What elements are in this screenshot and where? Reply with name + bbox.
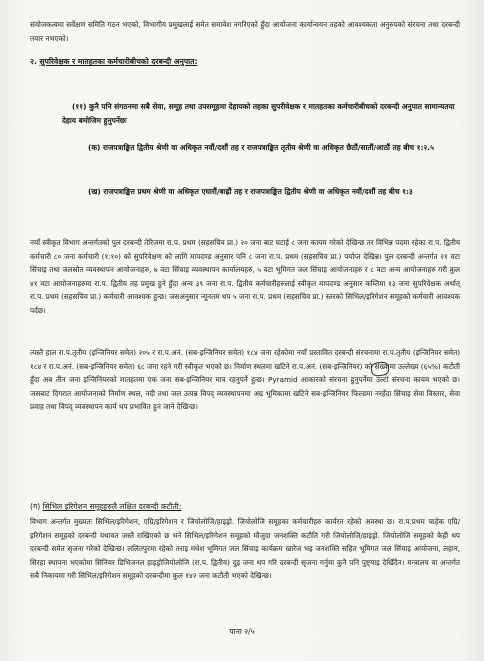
section-2-title: सुपरिवेक्षक र मातहतका कर्मचारीबीचको दरबन्दी अनुपात: <box>39 57 198 66</box>
page-number: पाना २/५ <box>229 627 255 636</box>
section-ga-paragraph: विभाग अन्तर्गत मुख्यतः सिभिल/इरिगेशन, एग्रि/इरिगेशन र जियोलोजि/हाइड्रो. जियोलोजि समूहका कर्मचारीहरु कार्यरत रहेको अवस्था छ। रा.प.प्रथम चाहेक एग्रि/इरिगेशन समूहको दरबन्दी यथावत जस्तै राखिएको छ भने सिभिल/इरिगेशन समूहको मौजुदा जनशक्ति कटौति गरी जियोलोजि/हाइड्रो. जियोलोजि समूहको केही थप दरबन्दी समेत सृजना गरेको देखिन्छ। ललितपुरमा रहेको तराइ मधेश भूमिगत जल सिंचाइ कार्यक्रम खारेज भइ जनशक्ति सहित भूमिगत जल सिंचाइ आयोजना, लहान, सिरहा स्थापना भएकोमा सिनियर डिभिजनल हाइड्रोजियोलोजि (रा.प. द्वितीय) दुइ जना थप गरि दरबन्दी सृजना गर्नुमा कुनै पनि पुष्ट्याइ देखिँदैन। मन्त्रालय वा अन्तर्गत सबै निकायमा गरी सिभिल/इरिगेशन समूहको दरबन्दीमा कुल १४२ जना कटौती भएको देखिन्छ। <box>30 517 460 580</box>
section-ga-title: सिभिल इरिगेशन समूहहरुलै लक्षित दरबन्दी कटौती: <box>42 502 182 511</box>
section-2-number: २. <box>30 57 37 66</box>
clause-kha: (ख) राजपत्राङ्कित प्रथम श्रेणी वा अधिकृत एघारौं/बाह्रौं तह र राजपत्राङ्कित द्वितीय श्रेणी वा अधिकृत नवौं/दशौं तह बीच १:३ <box>88 187 413 196</box>
section-2-heading <box>30 56 197 68</box>
current-staff-paragraph: त्यस्तै हाल रा.प.तृतीय (इन्जिनियर समेत) २०५ र रा.प.अनं. (सब-इन्जिनियर समेत) १८४ जना रहेकोमा नयाँ प्रस्तावित दरबन्दी संरचनामा रा.प.तृतीय (इन्जिनियर समेत) १८४ र रा.प.अनं. (सब-इन्जिनियर समेत) ६८ जना रहने गरी स्वीकृत भएको छ। निर्माण स्थलमा खटिने रा.प.अनं. (सब-इन्जिनियर) को संख्यामा उल्लेख्य (६५%) कटौती हुँदा अब तीन जना इन्जिनियरको मातहतमा एक जना सब-इन्जिनियर मात्र रहनुपर्ने हुन्छ। Pyramid आकारको संरचना हुनुपर्नेमा उल्टो संरचना कायम भएको छ। जसबाट दिगरात आयोजनाको निर्माण स्थल, नदी तथा जल उत्पन्न विपद् व्यवस्थापनमा अग्र भूमिकामा खटिने सब-इन्जिनियर फिल्डमा नरहँदा सिंचाइ सेवा विस्तार, सेवा प्रवाह तथा विपद् व्यवस्थापन कार्य थप प्रभावित हुन जाने देखिन्छ। <box>30 348 460 411</box>
section-ga-number: (ग) <box>30 502 41 511</box>
clause-ka: (क) राजपत्राङ्कित द्वितीय श्रेणी वा अधिकृत नवौं/दशौं तह र राजपत्राङ्कित तृतीय श्रेणी वा अधिकृत छैठौं/सातौं/आठौं तह बीच १:२.५ <box>88 143 434 152</box>
clause-11: (११) कुनै पनि संगठनमा सबै सेवा, समूह तथा उपसमूहमा देहायको तहका सुपरीवेक्षक र मातहतका कर्मचारीबीचको दरबन्दी अनुपात सामान्यतया देहाय बमोजिम हुनुपर्नेछः <box>62 102 455 125</box>
intro-paragraph: संयोजकत्वमा सर्वेक्षण समिति गठन भएको, विभागीय प्रमुखलाई समेत समावेश नगरिएको हुँदा आयोजना कार्यान्वयन तहको आवश्यकता अनुरुपको संरचना तथा दरबन्दी तयार नभएको। <box>30 20 460 43</box>
section-ga-heading <box>30 501 181 513</box>
new-structure-paragraph: नयाँ स्वीकृत विभाग अन्तर्गतको पुल दरबन्दी तेरिजमा रा.प. प्रथम (सहसचिव प्रा.) २० जना बाट घटाई ८ जना कायम गरेको देखिन्छ तर विभिन्न पदमा रहेका रा.प. द्वितीय कर्मचारी ८० जना कर्मचारी (१:१०) को सुपरिवेक्षण को लागि मापदण्ड अनुसार पनि ८ जना रा.प. प्रथम (सहसचिव प्रा.) पर्याप्त देखिन्न। पुल दरबन्दी अन्तर्गत २१ वटा सिंचाइ तथा जलस्रोत व्यवस्थापन आयोजनाहरु, ७ वटा सिंचाइ व्यवस्थापन कार्यालयहरु, ५ वटा भूमिगत जल सिंचाइ आयोजनाहरु र ८ वटा अन्य आयोजनाहरु गरी कुल ४१ वटा आयोजनाहरुमा रा.प. द्वितीय तह प्रमुख हुने हुँदा अन्य ३९ जना रा.प. द्वितीय कर्मचारीहरुलाई स्वीकृत मापदण्ड अनुसार कम्तिमा १३ जना सुपरिवेक्षक अर्थात् रा.प. प्रथम (सहसचिव प्रा.) कर्मचारी आवश्यक हुन्छ। जसअनुसार न्यूनतम थप ५ जना रा.प. प्रथम (सहसचिव प्रा.) स्तरको सिभिल/इरिगेशन समूहको कर्मचारी आवश्यक पर्दछ। <box>30 238 460 315</box>
